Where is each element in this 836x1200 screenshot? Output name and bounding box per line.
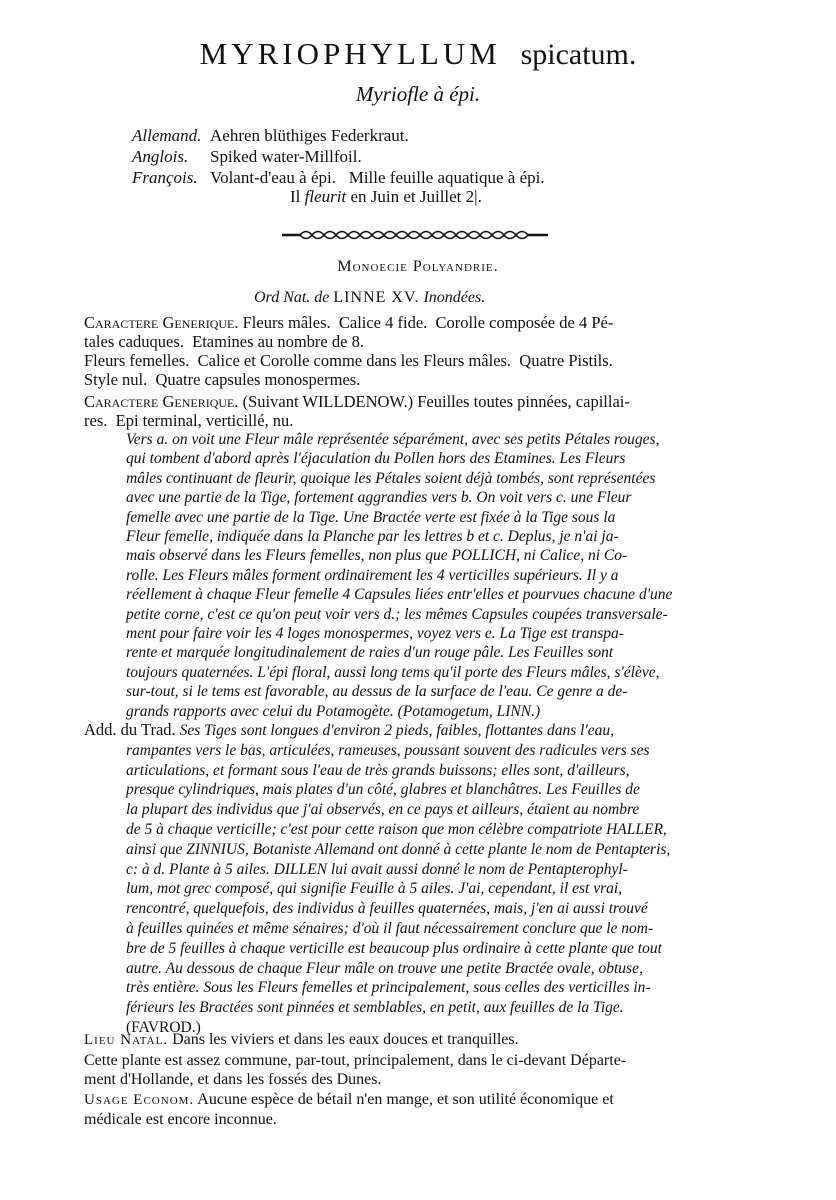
usage-line: Aucune espèce de bétail n'en mange, et son utilité économique et bbox=[197, 1090, 614, 1108]
ornament-divider bbox=[282, 226, 548, 244]
ord-suffix: Inondées. bbox=[423, 289, 486, 306]
translator-line: articulations, et formant sous l'eau de très grands buissons; elles sont, d'ailleurs, bbox=[126, 761, 630, 779]
description-line: réellement à chaque Fleur femelle 4 Capsules liées entr'elles et pourvues chacune d'une bbox=[126, 586, 673, 604]
language-label: François. bbox=[132, 168, 198, 187]
flowering-prefix: Il bbox=[290, 187, 301, 206]
description-line: ment pour faire voir les 4 loges monospermes, voyez vers e. La Tige est transpa- bbox=[126, 625, 624, 643]
translator-line: c: à d. Plante à 5 ailes. DILLEN lui avait aussi donné le nom de Pentapterophyl- bbox=[126, 860, 628, 878]
translator-line: presque cylindriques, mais plates d'un côté, glabres et blanchâtres. Les Feuilles de bbox=[126, 781, 640, 799]
section-lead: Caractere Generique. bbox=[84, 392, 239, 411]
description-line: mâles continuant de fleurir, quoique les Pétales soient déjà tombés, sont représentées bbox=[126, 469, 656, 487]
translator-line: bre de 5 feuilles à chaque verticille est beaucoup plus ordinaire à cette plante que tout bbox=[126, 939, 662, 957]
text-line: res. Epi terminal, verticillé, nu. bbox=[84, 411, 294, 430]
description-block bbox=[126, 430, 781, 721]
text-line: Style nul. Quatre capsules monospermes. bbox=[84, 370, 361, 389]
description-line: rolle. Les Fleurs mâles forment ordinairement les 4 verticilles supérieurs. Il y a bbox=[126, 566, 619, 584]
classification-heading: Monoecie Polyandrie. bbox=[337, 258, 499, 275]
french-name: Myriofle à épi. bbox=[355, 82, 481, 106]
description-line: femelle avec une partie de la Tige. Une Bractée verte est fixée à la Tige sous la bbox=[126, 508, 616, 526]
vernacular-name: Volant-d'eau à épi. Mille feuille aquatique à épi. bbox=[210, 168, 545, 187]
language-label: Anglois. bbox=[132, 147, 189, 166]
translator-line: rampantes vers le bas, articulées, rameuses, poussant souvent des radicules vers ses bbox=[126, 741, 650, 759]
description-line: Vers a. on voit une Fleur mâle représentée séparément, avec ses petits Pétales rouges, bbox=[126, 431, 660, 448]
description-line: qui tombent d'abord après l'éjaculation du Pollen hors des Etamines. Les Fleurs bbox=[126, 450, 626, 468]
text-line: tales caduques. Etamines au nombre de 8. bbox=[84, 332, 364, 351]
usage-line: médicale est encore inconnue. bbox=[84, 1111, 277, 1128]
description-line: sur-tout, si le tems est favorable, au dessus de la surface de l'eau. Ce genre a de- bbox=[126, 683, 628, 701]
habitat-line: Dans les viviers et dans les eaux douces et tranquilles. bbox=[172, 1031, 519, 1048]
section-lead: Caractere Generique. bbox=[84, 313, 239, 332]
vernacular-name: Aehren blüthiges Federkraut. bbox=[210, 126, 409, 145]
translator-line: de 5 à chaque verticille; c'est pour cette raison que mon célèbre compatriote HALLER, bbox=[126, 820, 667, 838]
text-line: Fleurs mâles. Calice 4 fide. Corolle composée de 4 Pé- bbox=[242, 313, 614, 332]
text-line: Feuilles toutes pinnées, capillai- bbox=[417, 392, 630, 411]
translator-line: autre. Au dessous de chaque Fleur mâle on trouve une petite Bractée ovale, obtuse, bbox=[126, 959, 643, 977]
description-line: toujours quaternées. L'épi floral, aussi long tems qu'il porte des Fleurs mâles, s'élève, bbox=[126, 663, 660, 681]
translator-signature: (FAVROD.) bbox=[126, 1018, 201, 1036]
flowering-rest: en Juin et Juillet 2|. bbox=[350, 187, 482, 206]
language-label: Allemand. bbox=[132, 126, 202, 145]
vernacular-names bbox=[132, 125, 545, 188]
flowering-verb: fleurit bbox=[304, 187, 347, 206]
description-line: rente et marquée longitudinalement de raies d'un rouge pâle. Les Feuilles sont bbox=[126, 644, 614, 662]
text-line: Fleurs femelles. Calice et Corolle comme dans les Fleurs mâles. Quatre Pistils. bbox=[84, 351, 613, 370]
natural-order bbox=[254, 288, 654, 307]
translator-lead: Add. du Trad. bbox=[84, 720, 176, 739]
habitat-line: Cette plante est assez commune, par-tout, principalement, dans le ci-devant Départe- bbox=[84, 1051, 627, 1069]
species-name: spicatum. bbox=[520, 38, 637, 71]
description-line: Fleur femelle, indiquée dans la Planche par les lettres b et c. Deplus, je n'ai ja- bbox=[126, 528, 619, 546]
vernacular-row bbox=[132, 125, 545, 146]
translator-line: Ses Tiges sont longues d'environ 2 pieds, faibles, flottantes dans l'eau, bbox=[179, 722, 615, 739]
translator-line: lum, mot grec composé, qui signifie Feuille à 5 ailes. J'ai, cependant, il est vrai, bbox=[126, 880, 623, 898]
flowering-note bbox=[290, 187, 482, 207]
habitat-lead: Lieu Natal. bbox=[84, 1032, 169, 1048]
description-line: grands rapports avec celui du Potamogète. (Potamogetum, LINN.) bbox=[126, 702, 541, 720]
ord-prefix: Ord Nat. de bbox=[254, 289, 330, 306]
vernacular-row bbox=[132, 167, 545, 188]
habitat-line: ment d'Hollande, et dans les fossés des Dunes. bbox=[84, 1071, 382, 1088]
translator-line: ainsi que ZINNIUS, Botaniste Allemand ont donné à cette plante le nom de Pentapteris, bbox=[126, 840, 671, 858]
translator-addition bbox=[84, 720, 784, 1038]
vernacular-name: Spiked water-Millfoil. bbox=[210, 147, 362, 166]
vernacular-row bbox=[132, 146, 545, 167]
description-line: petite corne, c'est ce qu'on peut voir vers d.; les mêmes Capsules coupées transversale- bbox=[126, 605, 668, 623]
generic-character-2 bbox=[84, 392, 784, 430]
ord-author: LINNE XV. bbox=[333, 289, 420, 306]
generic-character-1 bbox=[84, 313, 784, 389]
description-line: avec une partie de la Tige, fortement aggrandies vers b. On voit vers c. une Fleur bbox=[126, 489, 632, 507]
translator-line: la plupart des individus que j'ai observés, en ce pays et ailleurs, étaient au nombre bbox=[126, 801, 640, 819]
translator-line: à feuilles quinées et même sénaires; d'où il faut nécessairement conclure que le nom- bbox=[126, 919, 654, 937]
usage-lead: Usage Econom. bbox=[84, 1091, 195, 1108]
page-title bbox=[0, 36, 836, 72]
genus-name: MYRIOPHYLLUM bbox=[199, 36, 501, 71]
translator-line: très entière. Sous les Fleurs femelles et principalement, sous celles des verticilles in- bbox=[126, 979, 651, 997]
habitat-and-usage bbox=[84, 1030, 784, 1130]
translator-line: férieurs les Bractées sont pinnées et semblables, en petit, aux feuilles de la Tige. bbox=[126, 999, 624, 1017]
description-line: mais observé dans les Fleurs femelles, non plus que POLLICH, ni Calice, ni Co- bbox=[126, 547, 628, 565]
translator-line: rencontré, quelquefois, des individus à feuilles quaternées, mais, j'en ai aussi trouvé bbox=[126, 900, 648, 918]
section-source: (Suivant WILLDENOW.) bbox=[242, 392, 414, 411]
